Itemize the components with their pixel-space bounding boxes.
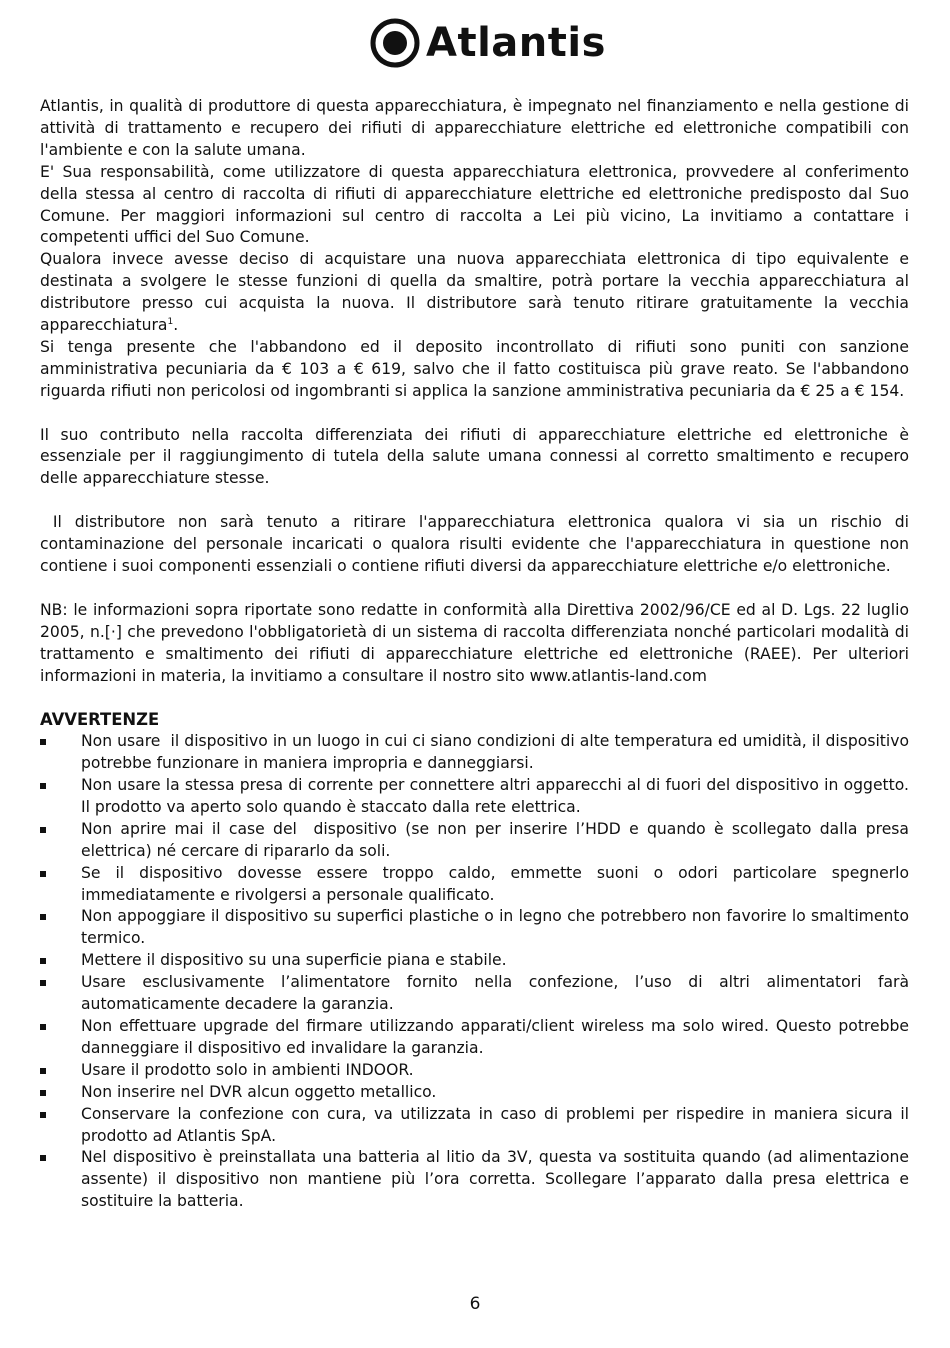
bullet-icon xyxy=(40,980,46,986)
warning-item: Non effettuare upgrade del firmare utilizzando apparati/client wireless ma solo wired. Questo potrebbe danneggiare il dispositivo ed invalidare la garanzia. xyxy=(40,1016,909,1060)
brand-name: Atlantis xyxy=(426,20,606,66)
paragraph-replacement-text: Qualora invece avesse deciso di acquistare una nuova apparecchiata elettronica di tipo equivalente e destinata a svolgere le stesse funzioni di quella da smaltire, potrà portare la vecchia apparecchiatura al distributore presso cui acquista la nuova. Il distributore sarà tenuto ritirare gratuitamente la vecchia apparecchiatura xyxy=(40,250,909,335)
paragraph-replacement-end: . xyxy=(173,316,179,335)
bullet-icon xyxy=(40,1112,46,1118)
bullet-icon xyxy=(40,1068,46,1074)
bullet-icon xyxy=(40,871,46,877)
spacer xyxy=(40,687,909,709)
atlantis-circle-logo-icon xyxy=(368,16,422,70)
warning-item: Conservare la confezione con cura, va utilizzata in caso di problemi per rispedire in maniera sicura il prodotto ad Atlantis SpA. xyxy=(40,1104,909,1148)
spacer xyxy=(40,403,909,425)
warning-item: Non appoggiare il dispositivo su superfici plastiche o in legno che potrebbero non favorire lo smaltimento termico. xyxy=(40,906,909,950)
warning-item: Non usare la stessa presa di corrente per connettere altri apparecchi al di fuori del dispositivo in oggetto. Il prodotto va aperto solo quando è staccato dalla rete elettrica. xyxy=(40,775,909,819)
bullet-icon xyxy=(40,783,46,789)
bullet-icon xyxy=(40,958,46,964)
warning-item: Non aprire mai il case del dispositivo (se non per inserire l’HDD e quando è scollegato dalla presa elettrica) né cercare di ripararlo da soli. xyxy=(40,819,909,863)
paragraph-contribution: Il suo contributo nella raccolta differenziata dei rifiuti di apparecchiature elettriche ed elettroniche è essenziale per il raggiungimento di tutela della salute umana connessi al corretto smaltimento e recupero delle apparecchiature stesse. xyxy=(40,425,909,488)
bullet-icon xyxy=(40,1024,46,1030)
warning-item: Usare il prodotto solo in ambienti INDOOR. xyxy=(40,1060,909,1082)
paragraph-responsibility: E' Sua responsabilità, come utilizzatore di questa apparecchiatura elettronica, provvedere al conferimento della stessa al centro di raccolta di rifiuti di apparecchiature elettriche ed elettroniche predisposto dal Suo Comune. Per maggiori informazioni sul centro di raccolta a Lei più vicino, La invitiamo a contattare i competenti uffici del Suo Comune. xyxy=(40,162,909,247)
bullet-icon xyxy=(40,914,46,920)
warning-item: Non usare il dispositivo in un luogo in cui ci siano condizioni di alte temperatura ed umidità, il dispositivo potrebbe funzionare in maniera impropria e danneggiarsi. xyxy=(40,731,909,775)
bullet-icon xyxy=(40,1090,46,1096)
paragraph-note: NB: le informazioni sopra riportate sono redatte in conformità alla Direttiva 2002/96/CE ed al D. Lgs. 22 luglio 2005, n.[·] che prevedono l'obbligatorietà di un sistema di raccolta differenziata nonché particolari modalità di trattamento e smaltimento dei rifiuti di apparecchiature elettriche ed elettroniche (RAEE). Per ulteriori informazioni in materia, la invitiamo a consultare il nostro sito www.atlantis-land.com xyxy=(40,600,909,685)
paragraph-producer: Atlantis, in qualità di produttore di questa apparecchiatura, è impegnato nel finanziamento e nella gestione di attività di trattamento e recupero dei rifiuti di apparecchiature elettriche ed elettroniche compatibili con l'ambiente e con la salute umana. xyxy=(40,97,909,159)
paragraph-sanctions: Si tenga presente che l'abbandono ed il deposito incontrollato di rifiuti sono puniti con sanzione amministrativa pecuniaria da € 103 a € 619, salvo che il fatto costituisca più grave reato. Se l'abbandono riguarda rifiuti non pericolosi od ingombranti si applica la sanzione amministrativa pecuniaria da € 25 a € 154. xyxy=(40,337,909,400)
spacer xyxy=(40,578,909,600)
warning-item: Mettere il dispositivo su una superficie piana e stabile. xyxy=(40,950,909,972)
bullet-icon xyxy=(40,827,46,833)
spacer xyxy=(40,490,909,512)
brand-logo xyxy=(368,14,606,72)
paragraph-distributor: Il distributore non sarà tenuto a ritirare l'apparecchiatura elettronica qualora vi sia un rischio di contaminazione del personale incaricati o qualora risulti evidente che l'apparecchiatura in questione non contiene i suoi componenti essenziali o contiene rifiuti diversi da apparecchiature elettriche e/o elettroniche. xyxy=(40,513,914,575)
warning-item: Usare esclusivamente l’alimentatore fornito nella confezione, l’uso di altri alimentatori farà automaticamente decadere la garanzia. xyxy=(40,972,909,1016)
bullet-icon xyxy=(40,739,46,745)
page-number: 6 xyxy=(469,1294,481,1314)
warning-item: Non inserire nel DVR alcun oggetto metallico. xyxy=(40,1082,909,1104)
bullet-icon xyxy=(40,1155,46,1161)
warnings-heading: AVVERTENZE xyxy=(40,710,160,730)
warning-item: Se il dispositivo dovesse essere troppo caldo, emmette suoni o odori particolare spegnerlo immediatamente e rivolgersi a personale qualificato. xyxy=(40,863,909,907)
footnote-ref: 1 xyxy=(167,316,174,327)
document-body xyxy=(40,96,919,1213)
warning-item: Nel dispositivo è preinstallata una batteria al litio da 3V, questa va sostituita quando (ad alimentazione assente) il dispositivo non mantiene più l’ora corretta. Scollegare l’apparato dalla presa elettrica e sostituire la batteria. xyxy=(40,1147,909,1213)
warnings-list xyxy=(40,731,919,1213)
paragraph-replacement xyxy=(40,249,909,337)
